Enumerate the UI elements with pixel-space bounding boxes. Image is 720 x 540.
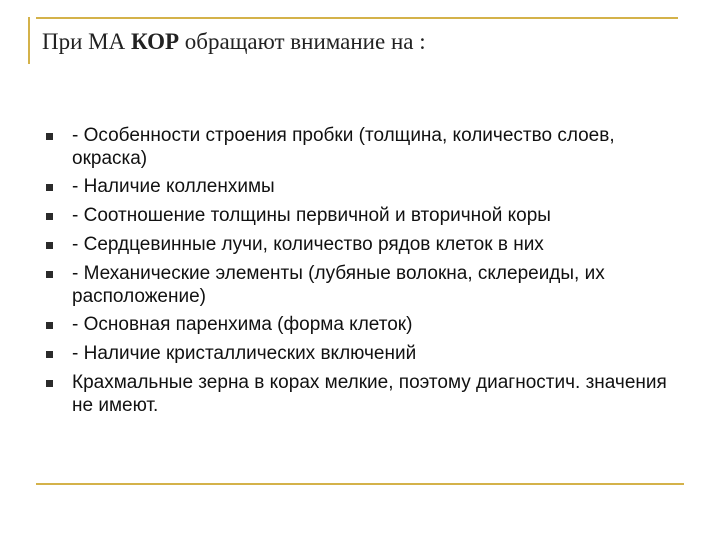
bottom-rule (36, 483, 684, 485)
square-bullet-icon (46, 133, 53, 140)
list-item (42, 233, 692, 256)
list-item-text: - Соотношение толщины первичной и вторичной коры (72, 205, 551, 226)
list-item-text: - Наличие кристаллических включений (72, 343, 417, 364)
square-bullet-icon (46, 213, 53, 220)
list-item (42, 371, 692, 417)
square-bullet-icon (46, 351, 53, 358)
list-item (42, 204, 692, 227)
slide-title-prefix: При МА (42, 29, 131, 54)
bullet-list (42, 124, 692, 422)
square-bullet-icon (46, 322, 53, 329)
square-bullet-icon (46, 380, 53, 387)
list-item-text: - Сердцевинные лучи, количество рядов клеток в них (72, 234, 544, 255)
slide-title (42, 26, 426, 58)
square-bullet-icon (46, 242, 53, 249)
list-item (42, 124, 692, 170)
slide-title-suffix: обращают внимание на : (179, 29, 426, 54)
title-frame-left-rule (28, 17, 30, 64)
title-frame-top-rule (36, 17, 678, 19)
square-bullet-icon (46, 271, 53, 278)
list-item-text: - Механические элементы (лубяные волокна, склереиды, их расположение) (72, 263, 605, 307)
list-item-text: - Основная паренхима (форма клеток) (72, 314, 413, 335)
list-item-text: - Особенности строения пробки (толщина, количество слоев, окраска) (72, 125, 615, 169)
list-item (42, 342, 692, 365)
list-item (42, 313, 692, 336)
slide-title-bold: КОР (130, 29, 180, 54)
list-item (42, 175, 692, 198)
square-bullet-icon (46, 184, 53, 191)
list-item-text: - Наличие колленхимы (72, 176, 275, 197)
list-item-text: Крахмальные зерна в корах мелкие, поэтому диагностич. значения не имеют. (72, 372, 667, 416)
list-item (42, 262, 692, 308)
